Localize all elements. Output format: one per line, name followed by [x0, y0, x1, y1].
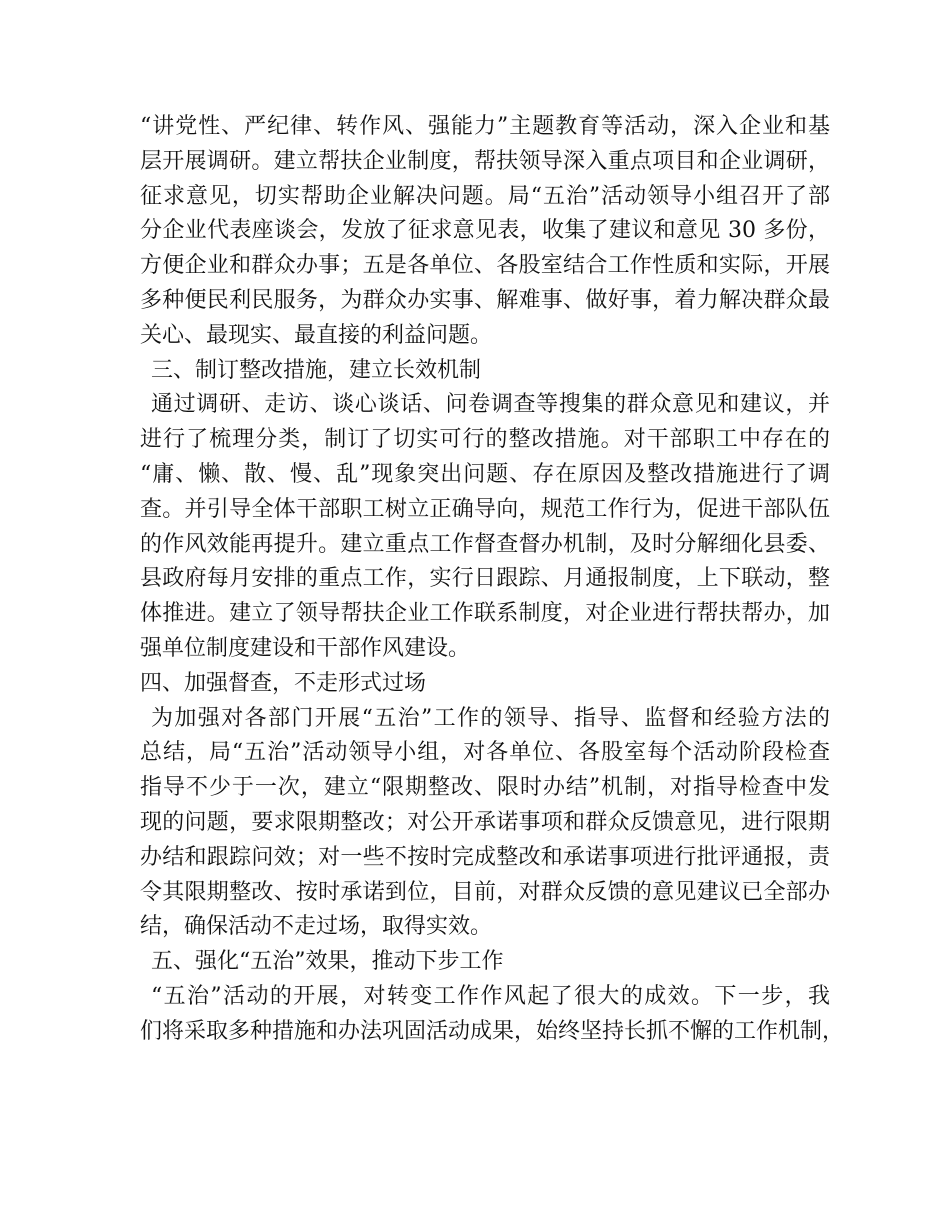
text-line: 总结，局“五治”活动领导小组，对各单位、各股室每个活动阶段检查	[140, 740, 830, 766]
text-line: 关心、最现实、最直接的利益问题。	[140, 322, 493, 348]
text-line: 令其限期整改、按时承诺到位，目前，对群众反馈的意见建议已全部办	[140, 879, 830, 905]
text-line: 指导不少于一次，建立“限期整改、限时办结”机制，对指导检查中发	[140, 775, 830, 801]
text-line: 办结和跟踪问效；对一些不按时完成整改和承诺事项进行批评通报，责	[140, 844, 830, 870]
text-line: “五治”活动的开展，对转变工作作风起了很大的成效。下一步，我	[151, 983, 830, 1009]
text-line: 多种便民利民服务，为群众办实事、解难事、做好事，着力解决群众最	[140, 287, 830, 313]
document-body	[140, 110, 845, 1050]
text-line: 县政府每月安排的重点工作，实行日跟踪、月通报制度，上下联动，整	[140, 566, 830, 592]
text-line: 结，确保活动不走过场，取得实效。	[140, 914, 493, 940]
text-line: 查。并引导全体干部职工树立正确导向，规范工作行为，促进干部队伍	[140, 496, 830, 522]
text-line: 进行了梳理分类，制订了切实可行的整改措施。对干部职工中存在的	[140, 427, 830, 453]
text-line: 层开展调研。建立帮扶企业制度，帮扶领导深入重点项目和企业调研，	[140, 148, 830, 174]
section-heading: 五、强化“五治”效果，推动下步工作	[151, 949, 504, 975]
text-line: 为加强对各部门开展“五治”工作的领导、指导、监督和经验方法的	[151, 705, 830, 731]
text-line: “讲党性、严纪律、转作风、强能力”主题教育等活动，深入企业和基	[140, 114, 830, 139]
text-line: 强单位制度建设和干部作风建设。	[140, 635, 471, 661]
text-line: 现的问题，要求限期整改；对公开承诺事项和群众反馈意见，进行限期	[140, 809, 830, 835]
text-line: 们将采取多种措施和办法巩固活动成果，始终坚持长抓不懈的工作机制，	[140, 1018, 845, 1044]
text-line: 方便企业和群众办事；五是各单位、各股室结合工作性质和实际，开展	[140, 253, 830, 279]
text-line: 通过调研、走访、谈心谈话、问卷调查等搜集的群众意见和建议，并	[151, 392, 830, 418]
section-heading: 四、加强督查，不走形式过场	[140, 670, 427, 696]
text-line: 的作风效能再提升。建立重点工作督查督办机制，及时分解细化县委、	[140, 531, 830, 557]
text-line: “庸、懒、散、慢、乱”现象突出问题、存在原因及整改措施进行了调	[140, 461, 830, 487]
text-line: 征求意见，切实帮助企业解决问题。局“五治”活动领导小组召开了部	[140, 183, 830, 209]
text-line: 体推进。建立了领导帮扶企业工作联系制度，对企业进行帮扶帮办，加	[140, 601, 830, 627]
section-heading: 三、制订整改措施，建立长效机制	[151, 357, 482, 383]
text-line: 分企业代表座谈会，发放了征求意见表，收集了建议和意见 30 多份，	[140, 218, 830, 244]
